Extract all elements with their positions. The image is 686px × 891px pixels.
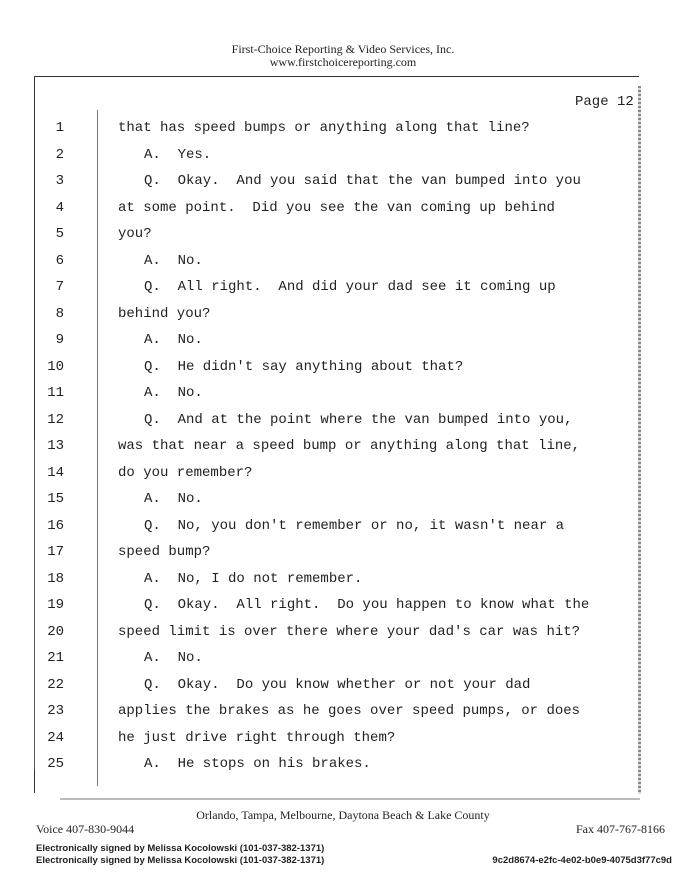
- line-text: A. No.: [144, 385, 203, 401]
- line-number: 15: [47, 491, 64, 507]
- footer-locations: Orlando, Tampa, Melbourne, Daytona Beach & Lake County: [196, 808, 490, 822]
- line-text: behind you?: [118, 305, 211, 322]
- line-number: 6: [55, 252, 64, 269]
- signature-line: Electronically signed by Melissa Kocolowski (101-037-382-1371): [36, 855, 325, 866]
- transcript-line: [0, 438, 640, 456]
- transcript-line: [0, 120, 640, 138]
- line-number: 4: [55, 199, 64, 216]
- page-frame-bottom: [60, 798, 640, 800]
- line-number: 10: [47, 358, 64, 375]
- line-number: 23: [47, 703, 64, 719]
- transcript-line: [0, 359, 640, 377]
- line-number: 3: [55, 173, 64, 189]
- line-text: do you remember?: [118, 464, 253, 481]
- transcript-line: [0, 703, 640, 721]
- transcript-line: [0, 650, 640, 668]
- line-text: speed limit is over there where your dad's car was hit?: [118, 623, 581, 640]
- transcript-line: [0, 253, 640, 271]
- transcript-line: [0, 147, 640, 165]
- footer-fax: Fax 407-767-8166: [576, 822, 665, 836]
- line-text: Q. Okay. And you said that the van bumped into you: [144, 173, 581, 189]
- line-text: Q. Okay. Do you know whether or not your dad: [144, 676, 531, 693]
- line-text: A. No.: [144, 332, 203, 348]
- line-text: speed bump?: [118, 544, 211, 560]
- line-number: 5: [55, 226, 64, 242]
- transcript-line: [0, 624, 640, 642]
- line-text: you?: [118, 226, 152, 242]
- line-text: Q. Okay. All right. Do you happen to know what the: [144, 597, 590, 613]
- transcript-line: [0, 730, 640, 748]
- line-text: applies the brakes as he goes over speed pumps, or does: [118, 703, 581, 719]
- line-number: 21: [47, 650, 64, 666]
- line-number: 24: [47, 729, 64, 746]
- line-text: Q. And at the point where the van bumped into you,: [144, 411, 573, 428]
- transcript-line: [0, 332, 640, 350]
- line-text: A. No.: [144, 491, 203, 507]
- line-number: 1: [55, 120, 64, 136]
- line-number: 11: [47, 385, 64, 401]
- transcript-line: [0, 597, 640, 615]
- transcript-line: [0, 385, 640, 403]
- line-number: 20: [47, 623, 64, 640]
- line-text: that has speed bumps or anything along that line?: [118, 120, 530, 136]
- line-text: was that near a speed bump or anything along that line,: [118, 438, 581, 454]
- transcript-line: [0, 518, 640, 536]
- line-text: Q. No, you don't remember or no, it wasn't near a: [144, 517, 565, 534]
- line-number: 18: [47, 570, 64, 587]
- line-text: A. No.: [144, 650, 203, 666]
- transcript-line: [0, 544, 640, 562]
- line-number: 7: [55, 279, 64, 295]
- line-number: 13: [47, 438, 64, 454]
- company-website: www.firstchoicereporting.com: [269, 55, 417, 69]
- line-number: 16: [47, 517, 64, 534]
- transcript-line: [0, 412, 640, 430]
- transcript-line: [0, 465, 640, 483]
- line-text: A. He stops on his brakes.: [144, 756, 371, 772]
- line-text: Q. All right. And did your dad see it coming up: [144, 279, 556, 295]
- line-text: at some point. Did you see the van coming up behind: [118, 199, 555, 216]
- line-number: 8: [55, 305, 64, 322]
- line-number: 14: [47, 464, 64, 481]
- line-text: A. No, I do not remember.: [144, 570, 363, 587]
- line-number: 9: [55, 332, 64, 348]
- transcript-line: [0, 571, 640, 589]
- line-text: A. Yes.: [144, 146, 212, 163]
- line-text: he just drive right through them?: [118, 729, 396, 746]
- transcript-line: [0, 306, 640, 324]
- line-number: 2: [55, 146, 64, 163]
- page-header: [0, 43, 686, 69]
- transcript-line: [0, 756, 640, 774]
- line-number: 12: [47, 411, 64, 428]
- transcript-line: [0, 491, 640, 509]
- signature-line: Electronically signed by Melissa Kocolowski (101-037-382-1371): [36, 843, 325, 854]
- company-name: First-Choice Reporting & Video Services, Inc.: [231, 42, 455, 56]
- document-hash: 9c2d8674-e2fc-4e02-b0e9-4075d3f77c9d: [492, 855, 672, 866]
- transcript-line: [0, 677, 640, 695]
- transcript-line: [0, 173, 640, 191]
- line-number: 19: [47, 597, 64, 613]
- transcript-line: [0, 279, 640, 297]
- page-number: Page 12: [575, 94, 634, 110]
- line-text: A. No.: [144, 252, 203, 269]
- line-number: 22: [47, 676, 64, 693]
- line-number: 17: [47, 544, 64, 560]
- transcript-line: [0, 200, 640, 218]
- line-text: Q. He didn't say anything about that?: [144, 358, 464, 375]
- line-number: 25: [47, 756, 64, 772]
- transcript-line: [0, 226, 640, 244]
- footer-voice: Voice 407-830-9044: [36, 822, 135, 836]
